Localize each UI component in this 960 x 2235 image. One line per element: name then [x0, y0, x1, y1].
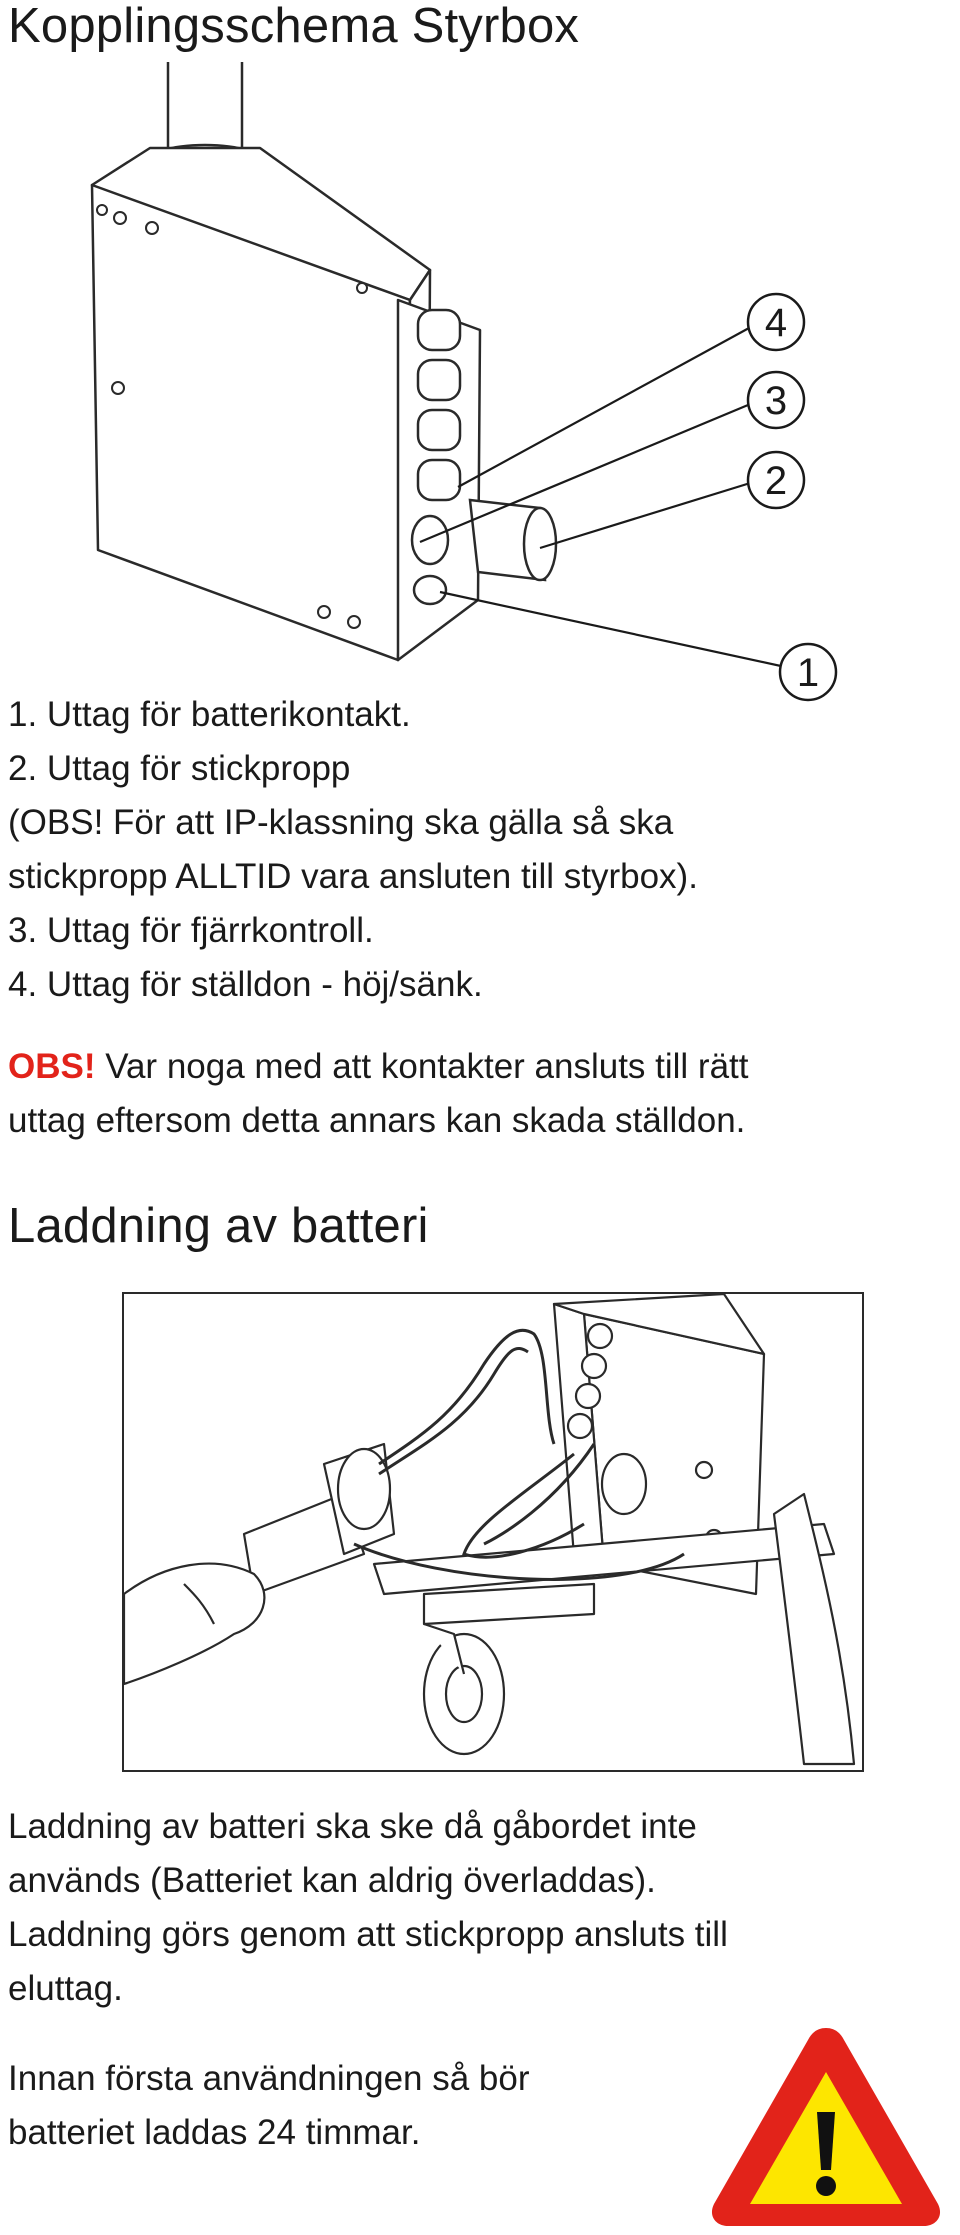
legend-item-3: 3. Uttag för fjärrkontroll.: [8, 911, 374, 950]
control-box-diagram: [0, 60, 960, 740]
obs-text-line2: uttag eftersom detta annars kan skada ställdon.: [8, 1101, 746, 1140]
charging-instructions: [8, 1800, 728, 2016]
legend-note-line1: (OBS! För att IP-klassning ska gälla så ska: [8, 803, 674, 842]
callout-3: 3: [764, 379, 788, 423]
obs-label: OBS!: [8, 1047, 96, 1086]
legend-item-4: 4. Uttag för ställdon - höj/sänk.: [8, 965, 483, 1004]
callout-4: 4: [764, 301, 788, 345]
charging-line-1: Laddning av batteri ska ske då gåbordet inte: [8, 1807, 697, 1846]
callout-1: 1: [796, 651, 820, 695]
first-use-line-1: Innan första användningen så bör: [8, 2059, 530, 2098]
warning-triangle-icon: [706, 2020, 946, 2232]
charging-line-3: Laddning görs genom att stickpropp ansluts till: [8, 1915, 728, 1954]
legend-item-2: 2. Uttag för stickpropp: [8, 749, 351, 788]
first-use-line-2: batteriet laddas 24 timmar.: [8, 2113, 421, 2152]
section-title-charging: Laddning av batteri: [8, 1199, 429, 1253]
page-title: Kopplingsschema Styrbox: [8, 0, 580, 53]
charging-line-2: används (Batteriet kan aldrig överladdas).: [8, 1861, 656, 1900]
charging-drawing: [124, 1294, 862, 1770]
connector-legend: [8, 688, 698, 1012]
charging-line-4: eluttag.: [8, 1969, 123, 2008]
legend-item-1: 1. Uttag för batterikontakt.: [8, 695, 411, 734]
obs-warning: [8, 1040, 749, 1148]
first-use-note: [8, 2052, 530, 2160]
legend-note-line2: stickpropp ALLTID vara ansluten till styrbox).: [8, 857, 698, 896]
callout-2: 2: [764, 459, 788, 503]
obs-text-line1: Var noga med att kontakter ansluts till rätt: [95, 1047, 749, 1086]
charging-illustration: [122, 1292, 864, 1772]
